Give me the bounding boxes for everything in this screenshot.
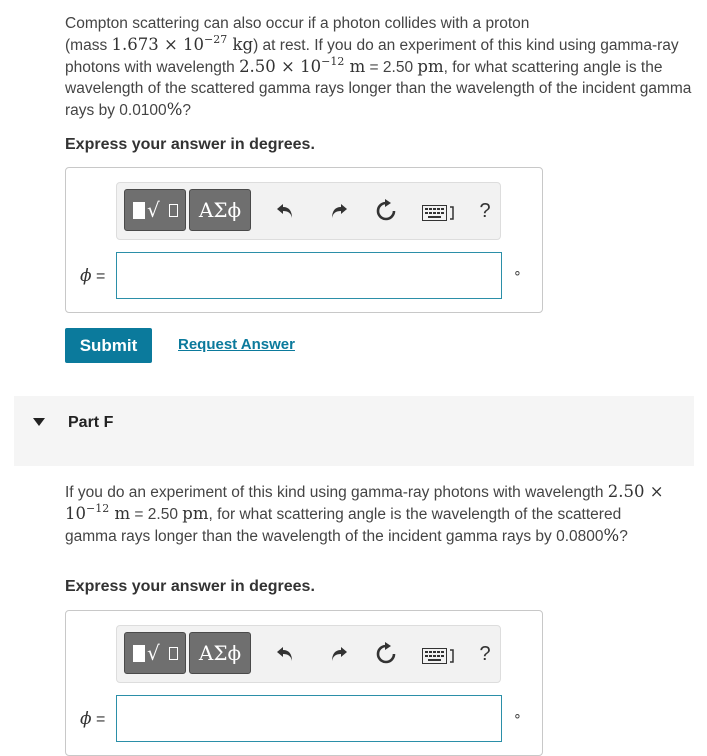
- reset-circle-icon: [374, 199, 398, 223]
- submit-button[interactable]: Submit: [65, 328, 152, 363]
- math-toolbar: [116, 625, 501, 683]
- answer-input[interactable]: [116, 695, 502, 742]
- express-instruction: Express your answer in degrees.: [65, 578, 315, 595]
- part-f-question: [65, 481, 665, 547]
- radical-icon: √: [147, 641, 160, 665]
- part-e-answer-box: [65, 167, 543, 313]
- answer-label: [80, 266, 105, 286]
- symbols-button[interactable]: ΑΣϕ: [189, 632, 251, 674]
- question-text: = 2.50: [130, 506, 183, 523]
- question-text: (mass: [65, 37, 112, 54]
- keyboard-icon[interactable]: [422, 203, 456, 227]
- reset-icon[interactable]: [374, 199, 398, 223]
- answer-label: [80, 709, 105, 729]
- help-icon[interactable]: ?: [479, 643, 491, 665]
- math-wavelength: $2.50 \times 10^{-12}$ m: [239, 54, 366, 76]
- undo-icon[interactable]: [274, 199, 298, 223]
- question-text: , for what scattering angle is the wavelength of the scattered gamma rays longer than the wavelength of the incident gamma rays by 0.0100: [65, 59, 692, 119]
- templates-button[interactable]: [124, 189, 186, 231]
- template-square-icon: [133, 202, 145, 219]
- degree-unit: ∘: [513, 264, 522, 280]
- math-wavelength: $2.50 \times 10^{-12}$ m: [65, 482, 664, 523]
- answer-input[interactable]: [116, 252, 502, 299]
- part-f-answer-box: [65, 610, 543, 756]
- math-pm: pm: [417, 57, 444, 76]
- question-text: , for what scattering angle is the wavelength of the scattered gamma rays longer than the wavelength of the incident gamma rays by 0.0800: [65, 506, 622, 545]
- question-text: = 2.50: [365, 59, 418, 76]
- template-box-icon: [169, 647, 178, 660]
- undo-arrow-icon: [274, 199, 298, 223]
- keyboard-shape-icon: [422, 648, 456, 664]
- request-answer-link[interactable]: Request Answer: [178, 336, 295, 353]
- phi-symbol: ϕ: [80, 709, 92, 729]
- template-box-icon: [169, 204, 178, 217]
- question-text: ) at rest. If you do an experiment of this kind using gamma-ray photons with wavelength: [65, 37, 679, 76]
- caret-down-icon: [33, 418, 45, 426]
- question-text: Compton scattering can also occur if a photon collides with a proton: [65, 15, 530, 32]
- degree-unit: ∘: [513, 707, 522, 723]
- keyboard-icon[interactable]: [422, 646, 456, 670]
- reset-circle-icon: [374, 642, 398, 666]
- part-title: Part F: [68, 414, 114, 431]
- math-percent: %: [603, 526, 620, 545]
- templates-button[interactable]: [124, 632, 186, 674]
- undo-icon[interactable]: [274, 642, 298, 666]
- symbols-button[interactable]: ΑΣϕ: [189, 189, 251, 231]
- redo-arrow-icon: [326, 642, 350, 666]
- radical-icon: √: [147, 198, 160, 222]
- equals-sign: =: [91, 711, 106, 728]
- phi-symbol: ϕ: [80, 266, 92, 286]
- undo-arrow-icon: [274, 642, 298, 666]
- part-e-question: [65, 13, 695, 121]
- math-mass: $1.673 \times 10^{-27}$ kg: [111, 32, 254, 54]
- question-text: ?: [619, 528, 628, 545]
- question-text: ?: [182, 102, 191, 119]
- equals-sign: =: [91, 268, 106, 285]
- help-icon[interactable]: ?: [479, 200, 491, 222]
- question-text: If you do an experiment of this kind using gamma-ray photons with wavelength: [65, 484, 608, 501]
- express-instruction: Express your answer in degrees.: [65, 136, 315, 153]
- math-percent: %: [166, 100, 183, 119]
- redo-icon[interactable]: [326, 642, 350, 666]
- redo-arrow-icon: [326, 199, 350, 223]
- template-square-icon: [133, 645, 145, 662]
- part-f-header[interactable]: [14, 396, 694, 466]
- reset-icon[interactable]: [374, 642, 398, 666]
- keyboard-shape-icon: [422, 205, 456, 221]
- math-toolbar: [116, 182, 501, 240]
- math-pm: pm: [182, 504, 209, 523]
- redo-icon[interactable]: [326, 199, 350, 223]
